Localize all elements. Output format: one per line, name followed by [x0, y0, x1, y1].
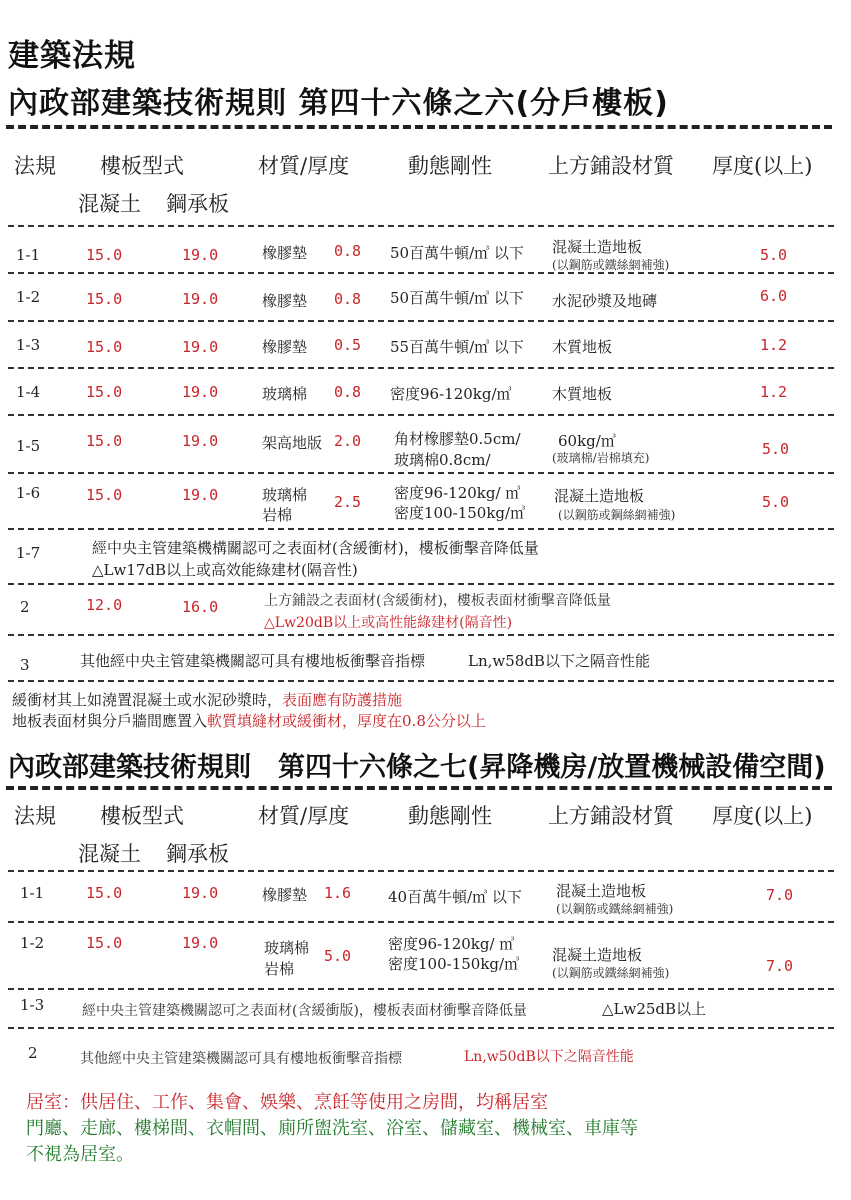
material-thickness: 2.0: [334, 432, 362, 450]
material-name: 岩棉: [264, 960, 295, 978]
upper-material: 60kg/㎥: [558, 432, 616, 450]
material-thickness: 5.0: [324, 947, 352, 965]
stiffness-line2: 密度100-150kg/㎥: [394, 504, 526, 522]
concrete-value: 15.0: [86, 246, 123, 264]
steel-value: 19.0: [182, 884, 219, 902]
row-id: 2: [20, 598, 30, 616]
divider: [8, 472, 834, 474]
row-id: 1-6: [16, 484, 41, 502]
upper-material: 水泥砂漿及地磚: [552, 292, 658, 310]
divider: [6, 786, 832, 790]
row-id: 1-2: [16, 288, 41, 306]
row-id: 1-1: [16, 246, 41, 264]
upper-material: 混凝土造地板: [554, 487, 645, 505]
footer-definition: 居室：供居住、工作、集會、娛樂、烹飪等使用之房間，均稱居室: [26, 1092, 548, 1113]
footer-exclusions: 門廳、走廊、樓梯間、衣帽間、廁所盥洗室、浴室、儲藏室、機械室、車庫等: [26, 1118, 638, 1139]
steel-value: 19.0: [182, 246, 219, 264]
stiffness-value: 50百萬牛頓/㎥ 以下: [390, 244, 524, 262]
stiffness-line2: 密度100-150kg/㎥: [388, 955, 520, 973]
section1-title: 內政部建築技術規則 第四十六條之六(分戶樓板): [8, 86, 669, 121]
divider: [8, 528, 834, 530]
material-thickness: 0.8: [334, 383, 362, 401]
row-id: 1-3: [20, 996, 45, 1014]
row-text: 其他經中央主管建築機關認可具有樓地板衝擊音指標: [80, 1051, 402, 1067]
concrete-value: 15.0: [86, 884, 123, 902]
row-text-red: △Lw20dB以上或高性能綠建材(隔音性): [264, 615, 513, 631]
upper-material-note: (以鋼筋或鐵絲網補強): [556, 902, 674, 916]
steel-value: 19.0: [182, 290, 219, 308]
header-material: 材質/厚度: [258, 154, 350, 178]
material-name: 玻璃棉: [262, 486, 308, 504]
header-material: 材質/厚度: [258, 804, 350, 828]
divider: [8, 870, 834, 872]
upper-material: 混凝土造地板: [556, 882, 647, 900]
material-thickness: 0.5: [334, 336, 362, 354]
stiffness-line1: 密度96-120kg/ ㎥: [394, 484, 521, 502]
material-name: 橡膠墊: [262, 338, 308, 356]
header-slab-type: 樓板型式: [100, 804, 184, 828]
row-text: 經中央主管建築機關認可之表面材(含緩衝版)，樓板表面材衝擊音降低量: [82, 1003, 527, 1019]
header-concrete: 混凝土: [78, 842, 141, 866]
material-thickness: 1.6: [324, 884, 352, 902]
stiffness-value: 密度96-120kg/㎥: [390, 385, 512, 403]
row-id: 1-5: [16, 437, 41, 455]
divider: [8, 680, 834, 682]
concrete-value: 15.0: [86, 383, 123, 401]
row-id: 1-4: [16, 383, 41, 401]
steel-value: 19.0: [182, 383, 219, 401]
stiffness-value: 40百萬牛頓/㎥ 以下: [388, 888, 522, 906]
stiffness-value: 55百萬牛頓/㎥ 以下: [390, 338, 524, 356]
stiffness-line1: 密度96-120kg/ ㎥: [388, 935, 515, 953]
row-text-red: △Lw17dB以上或高效能綠建材(隔音性): [92, 561, 358, 579]
divider: [8, 272, 834, 274]
steel-value: 19.0: [182, 338, 219, 356]
stiffness-value: 50百萬牛頓/㎥ 以下: [390, 289, 524, 307]
material-name: 橡膠墊: [262, 886, 308, 904]
thickness-value: 5.0: [760, 246, 788, 264]
material-name: 橡膠墊: [262, 244, 308, 262]
divider: [8, 583, 834, 585]
header-thickness: 厚度(以上): [712, 154, 813, 178]
upper-material-note: (以鋼筋或鐵絲網補強): [552, 258, 670, 272]
row-text-red: Ln,w58dB以下之隔音性能: [468, 652, 650, 670]
thickness-value: 7.0: [766, 957, 794, 975]
header-thickness: 厚度(以上): [712, 804, 813, 828]
row-text: 其他經中央主管建築機關認可具有樓地板衝擊音指標: [80, 652, 426, 670]
upper-material: 木質地板: [552, 385, 613, 403]
header-upper: 上方鋪設材質: [548, 154, 674, 178]
header-steel: 鋼承板: [166, 192, 229, 216]
material-thickness: 2.5: [334, 493, 362, 511]
row-id: 1-3: [16, 336, 41, 354]
thickness-value: 5.0: [762, 493, 790, 511]
divider: [8, 367, 834, 369]
material-name: 玻璃棉: [264, 939, 310, 957]
concrete-value: 15.0: [86, 338, 123, 356]
concrete-value: 15.0: [86, 486, 123, 504]
row-text-red: Ln,w50dB以下之隔音性能: [464, 1049, 634, 1065]
row-id: 1-2: [20, 934, 45, 952]
row-text-red: △Lw25dB以上: [602, 1000, 707, 1018]
divider: [8, 634, 834, 636]
concrete-value: 15.0: [86, 290, 123, 308]
header-reg: 法規: [14, 154, 56, 178]
upper-material-note: (以鋼筋或鋼絲網補強): [558, 508, 676, 522]
steel-value: 19.0: [182, 486, 219, 504]
header-steel: 鋼承板: [166, 842, 229, 866]
stiffness-line1: 角材橡膠墊0.5cm/: [394, 430, 521, 448]
row-text: 經中央主管建築機構關認可之表面材(含緩衝材)，樓板衝擊音降低量: [92, 539, 539, 557]
header-concrete: 混凝土: [78, 192, 141, 216]
note-line2: 地板表面材與分戶牆間應置入軟質填縫材或緩衝材，厚度在0.8公分以上: [12, 712, 486, 730]
material-name: 橡膠墊: [262, 292, 308, 310]
header-stiffness: 動態剛性: [408, 154, 492, 178]
row-text: 上方鋪設之表面材(含緩衝材)，樓板表面材衝擊音降低量: [264, 593, 611, 609]
row-id: 2: [28, 1044, 38, 1062]
concrete-value: 15.0: [86, 432, 123, 450]
divider: [8, 1027, 834, 1029]
upper-material: 木質地板: [552, 338, 613, 356]
steel-value: 16.0: [182, 598, 219, 616]
thickness-value: 5.0: [762, 440, 790, 458]
steel-value: 19.0: [182, 432, 219, 450]
divider: [8, 921, 834, 923]
steel-value: 19.0: [182, 934, 219, 952]
concrete-value: 15.0: [86, 934, 123, 952]
divider: [8, 988, 834, 990]
concrete-value: 12.0: [86, 596, 123, 614]
footer-exclusions-end: 不視為居室。: [26, 1144, 134, 1165]
header-reg: 法規: [14, 804, 56, 828]
row-id: 3: [20, 656, 30, 674]
stiffness-line2: 玻璃棉0.8cm/: [394, 451, 491, 469]
thickness-value: 1.2: [760, 336, 788, 354]
material-name: 架高地版: [262, 434, 323, 452]
upper-material-note: (以鋼筋或鐵絲網補強): [552, 966, 670, 980]
material-name: 玻璃棉: [262, 385, 308, 403]
upper-material: 混凝土造地板: [552, 238, 643, 256]
header-stiffness: 動態剛性: [408, 804, 492, 828]
row-id: 1-1: [20, 884, 45, 902]
thickness-value: 7.0: [766, 886, 794, 904]
upper-material: 混凝土造地板: [552, 946, 643, 964]
main-title: 建築法規: [8, 38, 136, 74]
section2-title: 內政部建築技術規則 第四十六條之七(昇降機房/放置機械設備空間): [8, 752, 826, 783]
row-id: 1-7: [16, 544, 41, 562]
note-line1: 緩衝材其上如澆置混凝土或水泥砂漿時，表面應有防護措施: [12, 691, 403, 709]
thickness-value: 6.0: [760, 287, 788, 305]
thickness-value: 1.2: [760, 383, 788, 401]
divider: [8, 320, 834, 322]
divider: [8, 414, 834, 416]
material-name: 岩棉: [262, 506, 293, 524]
upper-material-note: (玻璃棉/岩棉填充): [552, 451, 650, 465]
material-thickness: 0.8: [334, 290, 362, 308]
divider: [6, 125, 832, 129]
divider: [8, 225, 834, 227]
header-slab-type: 樓板型式: [100, 154, 184, 178]
material-thickness: 0.8: [334, 242, 362, 260]
header-upper: 上方鋪設材質: [548, 804, 674, 828]
